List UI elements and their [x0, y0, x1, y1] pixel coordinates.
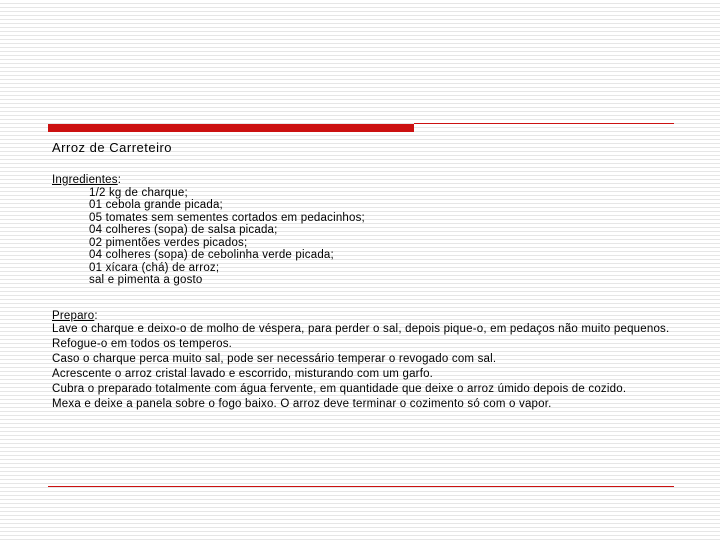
- recipe-title: Arroz de Carreteiro: [52, 140, 173, 155]
- preparation-steps: [52, 323, 672, 411]
- ingredients-list: [52, 187, 365, 287]
- ingredients-section: [52, 174, 365, 287]
- ingredients-heading: Ingredientes: [52, 174, 118, 186]
- ingredient-item: 01 xícara (chá) de arroz;: [89, 261, 220, 274]
- preparation-heading-colon: :: [94, 310, 98, 322]
- ingredient-item: 1/2 kg de charque;: [89, 186, 188, 199]
- ingredient-item: 05 tomates sem sementes cortados em pedacinhos;: [89, 211, 365, 224]
- ingredient-item: sal e pimenta a gosto: [89, 274, 203, 286]
- preparation-step: Mexa e deixe a panela sobre o fogo baixo. O arroz deve terminar o cozimento só com o vapor.: [52, 398, 552, 411]
- bottom-rule: [48, 486, 674, 487]
- ingredient-item: 04 colheres (sopa) de cebolinha verde picada;: [89, 249, 334, 261]
- preparation-step: Cubra o preparado totalmente com água fervente, em quantidade que deixe o arroz úmido depois de cozido.: [52, 383, 627, 396]
- preparation-step: Lave o charque e deixo-o de molho de véspera, para perder o sal, depois pique-o, em pedaços não muito pequenos.: [52, 322, 670, 335]
- preparation-step: Refogue-o em todos os temperos.: [52, 337, 233, 350]
- ingredients-heading-colon: :: [117, 174, 122, 186]
- preparation-heading-line: [52, 310, 672, 323]
- ingredients-heading-line: [52, 174, 365, 187]
- ingredient-item: 01 cebola grande picada;: [89, 199, 223, 211]
- top-red-bar: [48, 124, 414, 132]
- preparation-step: Caso o charque perca muito sal, pode ser necessário temperar o revogado com sal.: [52, 352, 497, 365]
- ingredient-item: 02 pimentões verdes picados;: [89, 236, 248, 249]
- preparation-heading: Preparo: [52, 310, 95, 322]
- ingredient-item: 04 colheres (sopa) de salsa picada;: [89, 224, 278, 236]
- top-thin-rule: [414, 123, 674, 124]
- preparation-step: Acrescente o arroz cristal lavado e escorrido, misturando com um garfo.: [52, 368, 434, 381]
- preparation-section: [52, 310, 672, 414]
